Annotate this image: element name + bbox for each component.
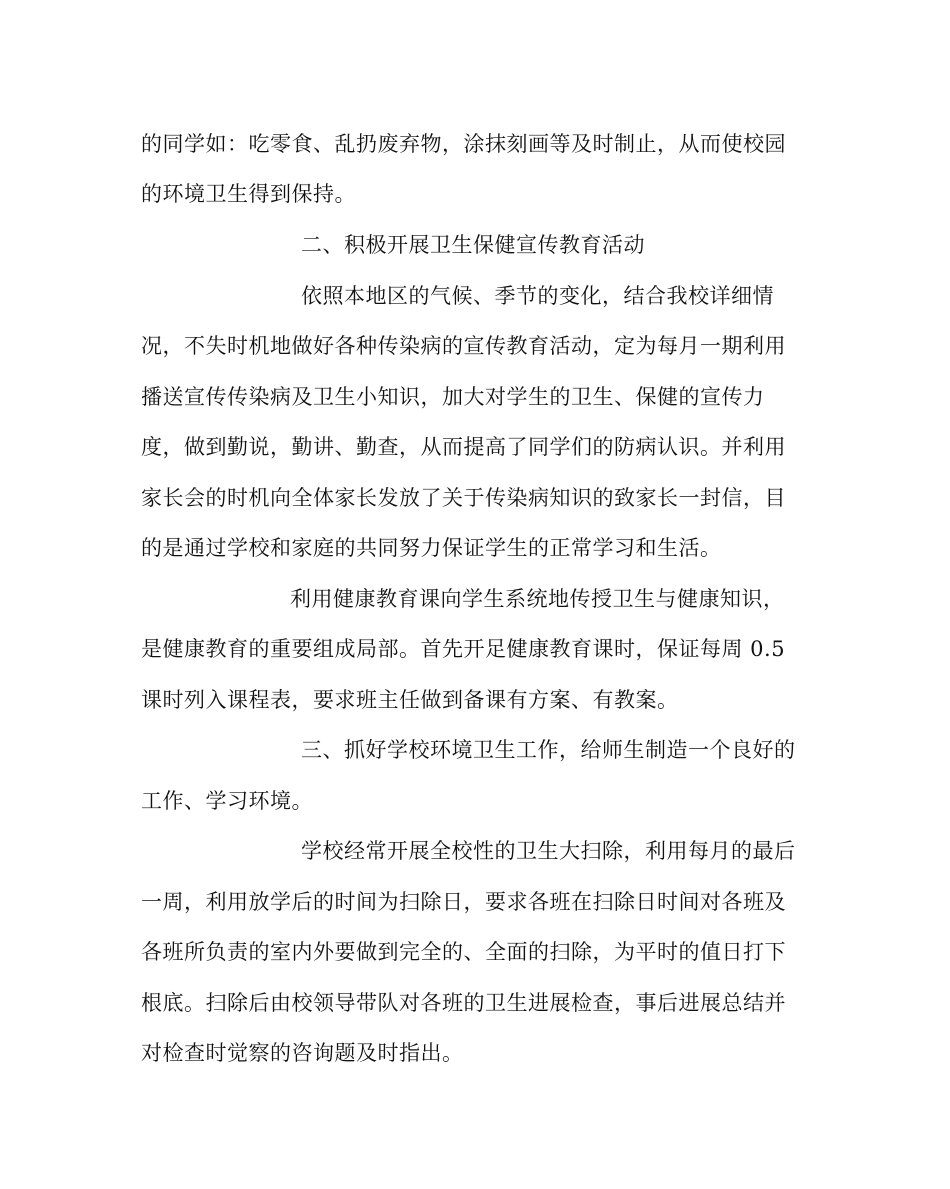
text-line: 的是通过学校和家庭的共同努力保证学生的正常学习和生活。 [141, 536, 722, 560]
text-line: 课时列入课程表，要求班主任做到备课有方案、有教案。 [141, 688, 679, 712]
text-line: 是健康教育的重要组成局部。首先开足健康教育课时，保证每周 0.5 [141, 637, 786, 661]
text-line: 根底。扫除后由校领导带队对各班的卫生进展检查，事后进展总结并 [141, 991, 786, 1015]
text-line: 利用健康教育课向学生系统地传授卫生与健康知识， [290, 587, 785, 611]
text-line: 对检查时觉察的咨询题及时指出。 [141, 1041, 464, 1065]
text-line: 依照本地区的气候、季节的变化，结合我校详细情 [301, 284, 774, 308]
text-line: 家长会的时机向全体家长发放了关于传染病知识的致家长一封信，目 [141, 486, 786, 510]
text-line: 况，不失时机地做好各种传染病的宣传教育活动，定为每月一期利用 [141, 334, 786, 358]
text-line: 的环境卫生得到保持。 [141, 182, 356, 206]
text-line: 一周，利用放学后的时间为扫除日，要求各班在扫除日时间对各班及 [141, 890, 786, 914]
text-line: 工作、学习环境。 [141, 789, 313, 813]
section-heading: 二、积极开展卫生保健宣传教育活动 [301, 233, 645, 257]
text-line: 度，做到勤说，勤讲、勤查，从而提高了同学们的防病认识。并利用 [141, 435, 786, 459]
text-line: 的同学如：吃零食、乱扔废弃物，涂抹刻画等及时制止，从而使校园 [141, 132, 786, 156]
text-line: 学校经常开展全校性的卫生大扫除，利用每月的最后 [301, 839, 796, 863]
text-line: 播送宣传传染病及卫生小知识，加大对学生的卫生、保健的宣传力 [141, 385, 765, 409]
text-line: 各班所负责的室内外要做到完全的、全面的扫除，为平时的值日打下 [141, 940, 786, 964]
section-heading: 三、抓好学校环境卫生工作，给师生制造一个良好的 [301, 738, 796, 762]
